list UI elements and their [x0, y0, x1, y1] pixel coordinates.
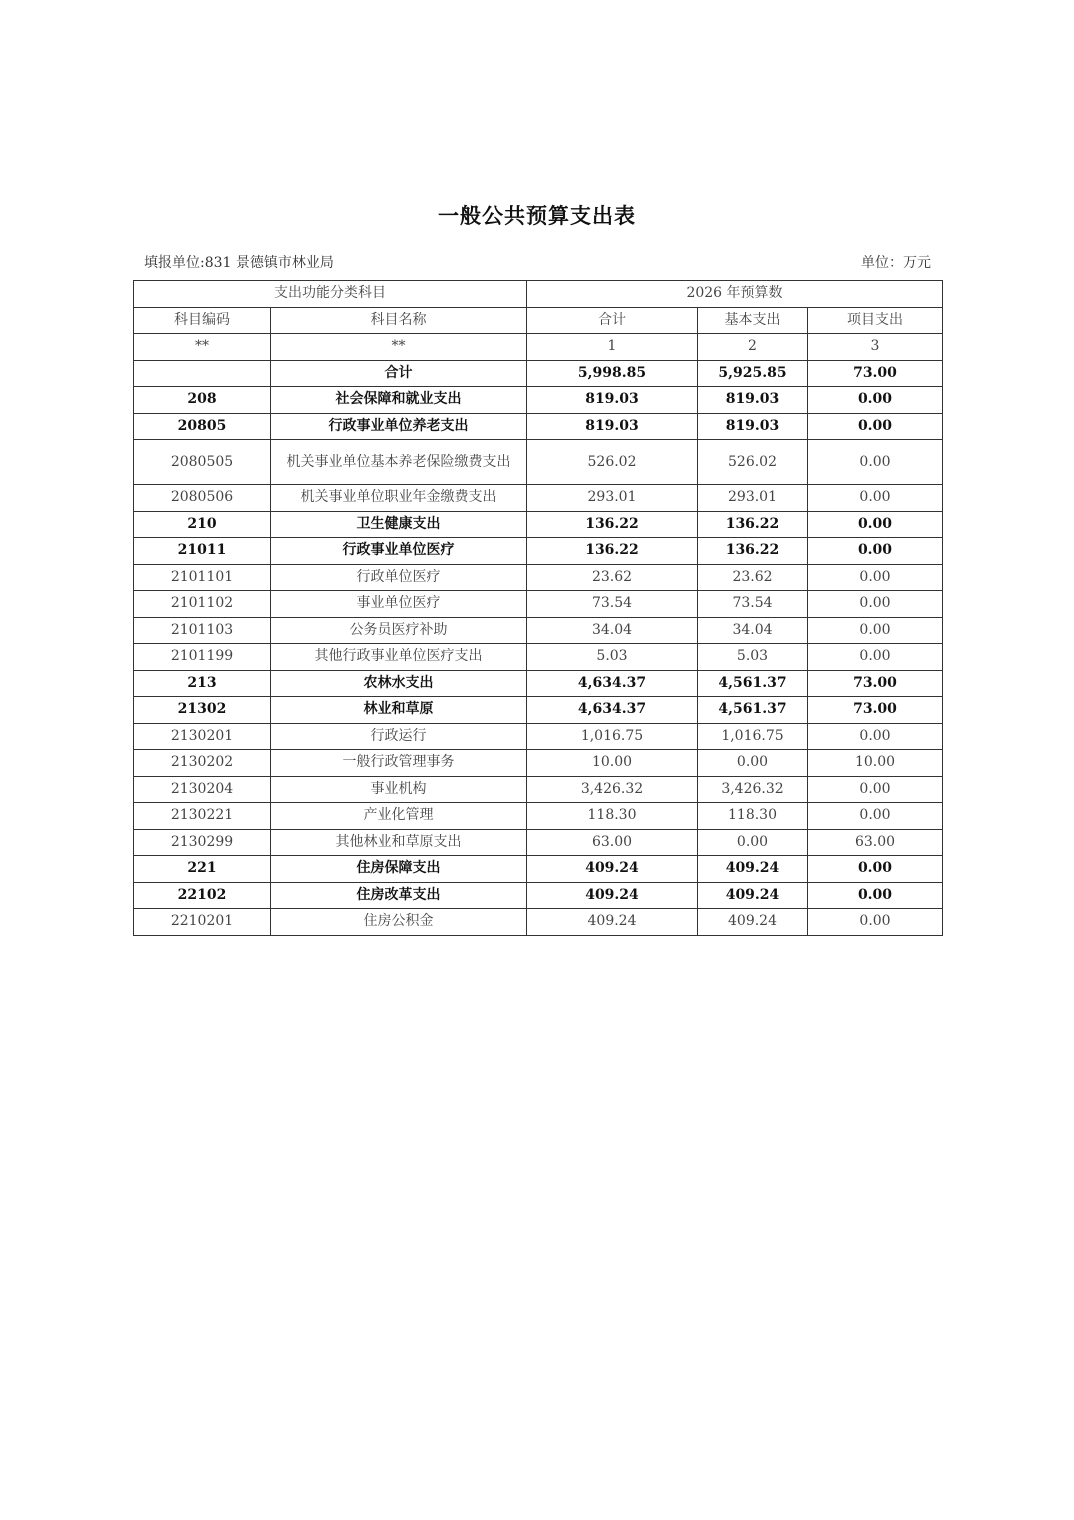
cell-total: 409.24 — [527, 856, 698, 883]
cell-code: 2210201 — [134, 909, 271, 936]
cell-code: 2130204 — [134, 776, 271, 803]
table-row — [134, 538, 943, 565]
cell-name: 卫生健康支出 — [271, 511, 527, 538]
table-row — [134, 697, 943, 724]
cell-project: 0.00 — [808, 538, 943, 565]
cell-basic: 5.03 — [698, 644, 808, 671]
cell-code: 2080506 — [134, 485, 271, 512]
cell-code: 2101199 — [134, 644, 271, 671]
cell-basic: 136.22 — [698, 538, 808, 565]
cell-code: 21302 — [134, 697, 271, 724]
cell-code: 2101101 — [134, 564, 271, 591]
table-row — [134, 750, 943, 777]
index-code: ** — [134, 334, 271, 361]
cell-code: 2101102 — [134, 591, 271, 618]
table-row — [134, 617, 943, 644]
table-row — [134, 485, 943, 512]
cell-basic: 4,561.37 — [698, 670, 808, 697]
cell-code: 20805 — [134, 413, 271, 440]
cell-name: 行政单位医疗 — [271, 564, 527, 591]
cell-name: 社会保障和就业支出 — [271, 387, 527, 414]
budget-table — [133, 280, 943, 936]
cell-project: 0.00 — [808, 485, 943, 512]
cell-basic: 3,426.32 — [698, 776, 808, 803]
table-row — [134, 644, 943, 671]
table-row — [134, 803, 943, 830]
header-function-classification: 支出功能分类科目 — [134, 281, 527, 308]
header-group-row — [134, 281, 943, 308]
cell-project: 0.00 — [808, 591, 943, 618]
cell-total: 4,634.37 — [527, 697, 698, 724]
cell-name: 林业和草原 — [271, 697, 527, 724]
cell-basic: 409.24 — [698, 909, 808, 936]
cell-basic: 293.01 — [698, 485, 808, 512]
cell-project: 73.00 — [808, 670, 943, 697]
cell-basic: 819.03 — [698, 413, 808, 440]
cell-total: 73.54 — [527, 591, 698, 618]
cell-project: 0.00 — [808, 440, 943, 485]
cell-basic: 34.04 — [698, 617, 808, 644]
cell-code: 2080505 — [134, 440, 271, 485]
cell-basic: 526.02 — [698, 440, 808, 485]
cell-project: 63.00 — [808, 829, 943, 856]
cell-name: 住房保障支出 — [271, 856, 527, 883]
cell-total: 5.03 — [527, 644, 698, 671]
cell-total: 5,998.85 — [527, 360, 698, 387]
cell-total: 526.02 — [527, 440, 698, 485]
index-name: ** — [271, 334, 527, 361]
cell-name: 合计 — [271, 360, 527, 387]
table-row — [134, 591, 943, 618]
table-row — [134, 723, 943, 750]
cell-project: 10.00 — [808, 750, 943, 777]
cell-code: 22102 — [134, 882, 271, 909]
page-title: 一般公共预算支出表 — [438, 203, 636, 228]
cell-project: 0.00 — [808, 644, 943, 671]
cell-name: 产业化管理 — [271, 803, 527, 830]
table-row — [134, 511, 943, 538]
cell-total: 136.22 — [527, 511, 698, 538]
cell-total: 63.00 — [527, 829, 698, 856]
cell-total: 34.04 — [527, 617, 698, 644]
cell-name: 住房公积金 — [271, 909, 527, 936]
cell-total: 3,426.32 — [527, 776, 698, 803]
cell-basic: 5,925.85 — [698, 360, 808, 387]
cell-project: 0.00 — [808, 776, 943, 803]
cell-name: 一般行政管理事务 — [271, 750, 527, 777]
table-row — [134, 909, 943, 936]
cell-total: 1,016.75 — [527, 723, 698, 750]
header-project: 项目支出 — [808, 307, 943, 334]
cell-code: 2130299 — [134, 829, 271, 856]
table-row — [134, 564, 943, 591]
cell-total: 136.22 — [527, 538, 698, 565]
cell-project: 0.00 — [808, 511, 943, 538]
cell-code — [134, 360, 271, 387]
cell-project: 0.00 — [808, 617, 943, 644]
header-code: 科目编码 — [134, 307, 271, 334]
cell-project: 0.00 — [808, 387, 943, 414]
table-row — [134, 829, 943, 856]
cell-project: 0.00 — [808, 564, 943, 591]
cell-code: 21011 — [134, 538, 271, 565]
cell-total: 10.00 — [527, 750, 698, 777]
cell-name: 农林水支出 — [271, 670, 527, 697]
header-index-row — [134, 334, 943, 361]
cell-name: 其他行政事业单位医疗支出 — [271, 644, 527, 671]
table-row — [134, 413, 943, 440]
cell-name: 机关事业单位基本养老保险缴费支出 — [271, 440, 527, 485]
cell-name: 公务员医疗补助 — [271, 617, 527, 644]
cell-code: 2130202 — [134, 750, 271, 777]
cell-total: 409.24 — [527, 882, 698, 909]
cell-basic: 23.62 — [698, 564, 808, 591]
table-row — [134, 440, 943, 485]
cell-basic: 73.54 — [698, 591, 808, 618]
cell-total: 4,634.37 — [527, 670, 698, 697]
cell-basic: 1,016.75 — [698, 723, 808, 750]
cell-total: 409.24 — [527, 909, 698, 936]
cell-project: 0.00 — [808, 882, 943, 909]
cell-name: 行政事业单位医疗 — [271, 538, 527, 565]
cell-code: 210 — [134, 511, 271, 538]
cell-basic: 819.03 — [698, 387, 808, 414]
cell-code: 2130221 — [134, 803, 271, 830]
table-row — [134, 387, 943, 414]
cell-basic: 4,561.37 — [698, 697, 808, 724]
table-row — [134, 360, 943, 387]
cell-code: 208 — [134, 387, 271, 414]
cell-total: 293.01 — [527, 485, 698, 512]
cell-project: 0.00 — [808, 723, 943, 750]
table-row — [134, 856, 943, 883]
cell-name: 住房改革支出 — [271, 882, 527, 909]
index-basic: 2 — [698, 334, 808, 361]
currency-unit: 单位：万元 — [861, 255, 931, 271]
cell-name: 其他林业和草原支出 — [271, 829, 527, 856]
cell-name: 事业机构 — [271, 776, 527, 803]
cell-project: 0.00 — [808, 856, 943, 883]
header-total: 合计 — [527, 307, 698, 334]
cell-basic: 136.22 — [698, 511, 808, 538]
cell-total: 118.30 — [527, 803, 698, 830]
cell-project: 0.00 — [808, 413, 943, 440]
cell-code: 213 — [134, 670, 271, 697]
cell-basic: 409.24 — [698, 856, 808, 883]
cell-basic: 409.24 — [698, 882, 808, 909]
table-row — [134, 670, 943, 697]
header-basic: 基本支出 — [698, 307, 808, 334]
index-total: 1 — [527, 334, 698, 361]
cell-name: 事业单位医疗 — [271, 591, 527, 618]
cell-basic: 0.00 — [698, 829, 808, 856]
cell-basic: 0.00 — [698, 750, 808, 777]
cell-project: 73.00 — [808, 360, 943, 387]
cell-name: 行政事业单位养老支出 — [271, 413, 527, 440]
cell-code: 221 — [134, 856, 271, 883]
reporting-unit: 填报单位:831 景德镇市林业局 — [144, 255, 334, 271]
header-column-row — [134, 307, 943, 334]
header-budget-year: 2026 年预算数 — [527, 281, 943, 308]
cell-code: 2130201 — [134, 723, 271, 750]
cell-code: 2101103 — [134, 617, 271, 644]
table-row — [134, 882, 943, 909]
cell-basic: 118.30 — [698, 803, 808, 830]
table-row — [134, 776, 943, 803]
cell-total: 819.03 — [527, 413, 698, 440]
cell-name: 机关事业单位职业年金缴费支出 — [271, 485, 527, 512]
index-project: 3 — [808, 334, 943, 361]
cell-total: 23.62 — [527, 564, 698, 591]
cell-total: 819.03 — [527, 387, 698, 414]
cell-name: 行政运行 — [271, 723, 527, 750]
header-name: 科目名称 — [271, 307, 527, 334]
cell-project: 73.00 — [808, 697, 943, 724]
cell-project: 0.00 — [808, 909, 943, 936]
cell-project: 0.00 — [808, 803, 943, 830]
